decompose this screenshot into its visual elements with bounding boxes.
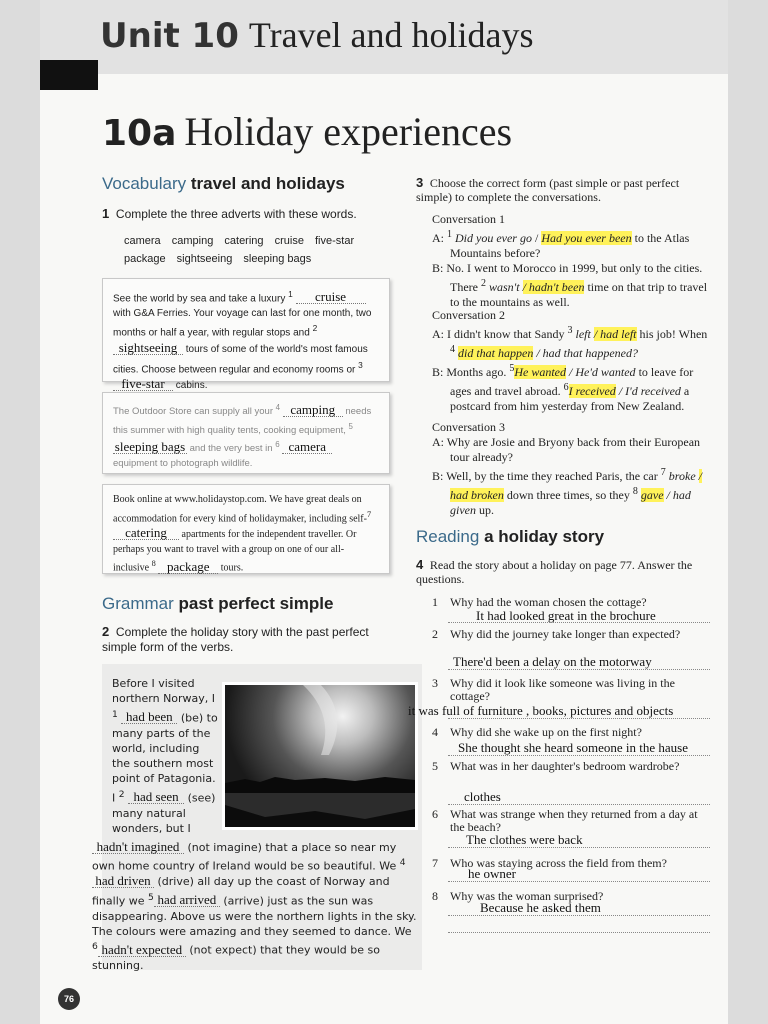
word-item: camping [171, 235, 214, 247]
lesson-title [102, 108, 512, 155]
vocabulary-topic: travel and holidays [190, 174, 345, 193]
exercise-number: 1 [102, 206, 110, 221]
unit-title [100, 14, 534, 56]
word-item: sleeping bags [243, 253, 312, 265]
grammar-topic: past perfect simple [178, 594, 334, 613]
conversation-title: Conversation 3 [432, 420, 505, 434]
advert-outdoor-store [102, 392, 390, 474]
conversation-title: Conversation 2 [432, 308, 505, 322]
gap-number: 1 [112, 708, 118, 720]
highlighted-answer[interactable]: / had left [593, 327, 637, 341]
conversation-3 [432, 420, 710, 518]
speaker-b-line: B: Months ago. $^5$He wanted / He'd wanted to leave for ages and travel abroad. $^6$I received / I'd received a postcard from him yesterday from New Zealand. [432, 363, 694, 413]
reading-kicker: Reading [416, 527, 480, 546]
speaker-a-line: A: I didn't know that Sandy $^3$ left / had left his job! When $^4$ did that happen / had that happened? [432, 325, 708, 360]
gap-number: 8 [151, 559, 156, 569]
gap-number: 5 [148, 891, 154, 903]
answer-blank[interactable]: camping [283, 403, 343, 417]
answer-blank[interactable]: had seen [128, 790, 184, 804]
answer-line [448, 718, 710, 719]
unit-number: Unit 10 [100, 16, 239, 56]
answer-blank[interactable]: catering [113, 526, 179, 540]
answer-blank[interactable]: hadn't expected [98, 943, 186, 957]
answer-blank[interactable]: hadn't imagined [92, 840, 184, 854]
answer-line [448, 915, 710, 916]
lesson-number: 10a [102, 113, 177, 154]
word-item: catering [224, 235, 264, 247]
speaker-b-line: B: No. I went to Morocco in 1999, but only to the cities. There $^2$ wasn't / hadn't been time on that trip to travel to the mountains as well. [432, 261, 708, 309]
speaker-b-line: B: Well, by the time they reached Paris, the car $^7$ broke / had broken down three times, so they $^8$ gave / had given up. [432, 467, 702, 517]
answer-line [448, 932, 710, 933]
page-number-badge: 76 [58, 988, 80, 1010]
question-4: 4 Why did she wake up on the first night? [432, 725, 642, 739]
gap-number: 4 [399, 857, 406, 869]
advert-text: Book online at www.holidaystop.com. We have great deals on accommodation for every kind of holidaymaker, including self-$^7$ catering apartments for the independent traveller. Or perhaps you want to travel with a group on one of our all-inclusive $^8$ package tours. [113, 494, 372, 574]
word-item: five-star [315, 235, 355, 247]
answer-blank[interactable]: cruise [296, 290, 366, 304]
lesson-title-text: Holiday experiences [184, 109, 513, 154]
grammar-heading [102, 594, 333, 614]
question-2: 2 Why did the journey take longer than expected? [432, 627, 681, 641]
question-6: 6 What was strange when they returned from a day at the beach? [432, 807, 698, 834]
exercise-number: 4 [416, 557, 424, 572]
vocabulary-heading [102, 174, 345, 194]
gap-number: 7 [366, 509, 372, 519]
advert-text: See the world by sea and take a luxury $^1$ cruise with G&A Ferries. Your voyage can last for one month, two months or half a year, with regular stops and $^2$ sightseeing tours of some of the world's most famous cities. Choose between regular and economy rooms or $^3$ five-star cabins. [113, 289, 372, 392]
answer-5[interactable]: clothes [464, 789, 501, 804]
answer-line [448, 755, 710, 756]
exercise-3-instruction [416, 176, 710, 204]
answer-line [448, 669, 710, 670]
advert-text: The Outdoor Store can supply all your $^4$ camping needs this summer with high quality tents, cooking equipment, $^5$ sleeping bags and the very best in $^6$ camera equipment to photograph wildlife. [113, 402, 372, 469]
answer-line [448, 622, 710, 623]
answer-blank[interactable]: sleeping bags [114, 439, 186, 455]
answer-6[interactable]: The clothes were back [466, 832, 583, 847]
conversation-1 [432, 212, 710, 310]
exercise-4-instruction [416, 558, 712, 586]
speaker-a-line: A: $^1$ Did you ever go / Had you ever been to the Atlas Mountains before? [432, 229, 690, 260]
exercise-1-instruction [102, 206, 402, 221]
gap-number: 4 [275, 403, 281, 412]
word-item: cruise [274, 235, 304, 247]
gap-number: 3 [358, 359, 363, 370]
answer-blank[interactable]: five-star [113, 377, 173, 391]
instruction-text: Read the story about a holiday on page 77. Answer the questions. [416, 558, 693, 586]
reading-topic: a holiday story [484, 527, 605, 546]
answer-3[interactable]: it was full of furniture , books, pictures and objects [408, 703, 674, 718]
conversation-2 [432, 308, 710, 414]
word-box [124, 232, 394, 268]
advert-holidaystop [102, 484, 390, 574]
gap-number: 5 [348, 421, 353, 431]
story-text-bottom: hadn't imagined (not imagine) that a place so near my own home country of Ireland would be so beautiful. We $^4$had driven (drive) all day up the coast of Norway and finally we $^5$ had arrived (arrive) just as the sun was disappearing. Above us were the northern lights in the sky. The colours were amazing and they seemed to dance. We $^6$ hadn't expected (not expect) that they would be so stunning. [92, 839, 417, 973]
conversation-title: Conversation 1 [432, 212, 505, 226]
highlighted-answer[interactable]: / had broken [450, 469, 702, 502]
unit-header-marker [40, 60, 98, 90]
answer-8[interactable]: Because he asked them [480, 900, 601, 915]
instruction-text: Complete the three adverts with these words. [115, 207, 357, 221]
gap-number: 2 [312, 323, 318, 334]
answer-4[interactable]: She thought she heard someone in the hause [458, 740, 688, 755]
question-3: 3 Why did it look like someone was living in the cottage? [432, 676, 675, 703]
vocabulary-kicker: Vocabulary [102, 174, 187, 193]
highlighted-answer[interactable]: I received [568, 384, 616, 398]
question-7: 7 Who was staying across the field from them? [432, 856, 667, 870]
workbook-page [40, 0, 728, 1024]
word-item: package [124, 253, 166, 265]
story-text-top: Before I visited northern Norway, I $^1$ had been (be) to many parts of the world, including the southern most point of Patagonia. I $^2$ had seen (see) many natural wonders, but I [112, 677, 218, 835]
highlighted-answer[interactable]: He wanted [514, 365, 566, 379]
exercise-number: 3 [416, 175, 424, 190]
gap-number: 2 [118, 788, 125, 800]
instruction-text: Complete the holiday story with the past perfect simple form of the verbs. [102, 625, 369, 654]
gap-number: 6 [275, 440, 280, 450]
reading-heading [416, 527, 604, 547]
answer-line [448, 804, 710, 805]
answer-line [448, 847, 710, 848]
gap-number: 6 [92, 941, 98, 953]
highlighted-answer[interactable]: Had you ever been [541, 231, 632, 245]
answer-blank[interactable]: sightseeing [113, 341, 183, 355]
grammar-kicker: Grammar [102, 594, 174, 613]
answer-7[interactable]: he owner [468, 866, 517, 881]
highlighted-answer[interactable]: gave [640, 488, 664, 502]
question-1: 1 Why had the woman chosen the cottage? [432, 595, 647, 609]
unit-title-text: Travel and holidays [248, 15, 534, 55]
highlighted-answer[interactable]: / hadn't been [522, 280, 585, 294]
answer-line [448, 881, 710, 882]
speaker-a-line: A: Why are Josie and Bryony back from their European tour already? [432, 435, 701, 464]
answer-blank[interactable]: package [158, 560, 218, 574]
word-item: sightseeing [176, 253, 233, 265]
question-5: 5 What was in her daughter's bedroom wardrobe? [432, 759, 680, 773]
highlighted-answer[interactable]: did that happen [458, 346, 534, 360]
answer-1[interactable]: It had looked great in the brochure [476, 608, 656, 623]
answer-blank[interactable]: had been [121, 710, 177, 724]
lake-silhouette-image [225, 685, 415, 827]
exercise-number: 2 [102, 624, 110, 639]
answer-blank[interactable]: camera [282, 440, 332, 454]
instruction-text: Choose the correct form (past simple or past perfect simple) to complete the conversations. [416, 176, 680, 204]
advert-cruise [102, 278, 390, 392]
answer-2[interactable]: There'd been a delay on the motorway [453, 654, 652, 669]
northern-lights-photo [222, 682, 418, 830]
exercise-2-instruction [102, 624, 402, 655]
answer-blank[interactable]: had arrived [154, 893, 220, 907]
word-item: camera [124, 235, 161, 247]
question-8: 8 Why was the woman surprised? [432, 889, 604, 903]
gap-number: 1 [288, 289, 293, 299]
answer-blank[interactable]: had driven [92, 874, 154, 888]
